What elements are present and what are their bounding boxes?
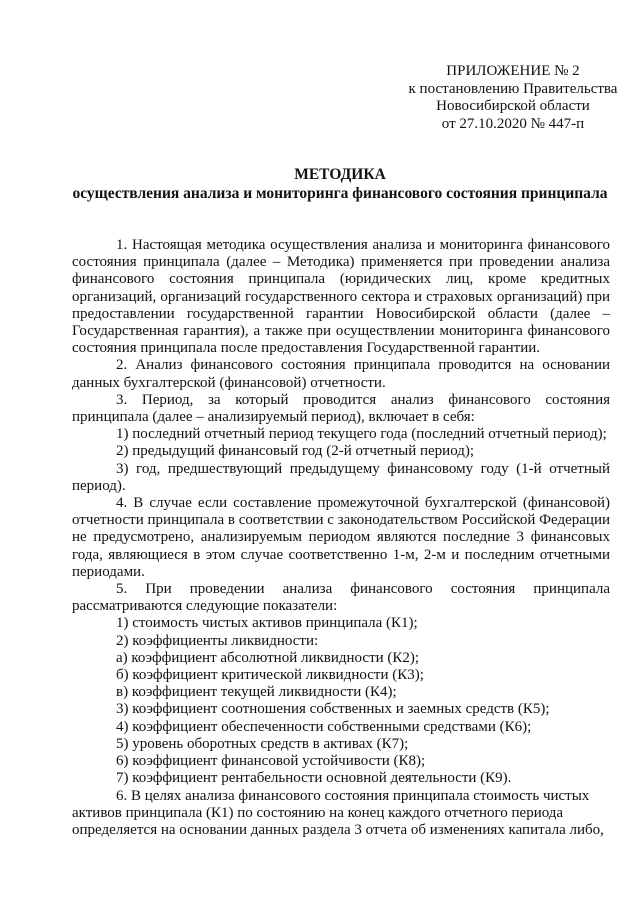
paragraph-4: 4. В случае если составление промежуточной бухгалтерской (финансовой) отчетности принципала в соответствии с законодательством Российской Федерации не предусмотрено, анализируемым периодом являются последние 3 финансовых года, являющиеся в этом случае соответственно 1-м, 2-м и последним отчетными периодами. (72, 495, 610, 580)
title-subtitle: осуществления анализа и мониторинга финансового состояния принципала (72, 184, 608, 202)
document-body (72, 237, 610, 839)
list-item: 7) коэффициент рентабельности основной деятельности (К9). (116, 770, 512, 787)
paragraph-1: 1. Настоящая методика осуществления анализа и мониторинга финансового состояния принципала (далее – Методика) применяется при проведении анализа финансового состояния принципала (юридических лиц, кроме кредитных организаций, организаций государственного сектора и страховых организаций) при предоставлении государственной гарантии Новосибирской области (далее – Государственная гарантия), а также при осуществлении мониторинга финансового состояния принципала после предоставления Государственной гарантии. (72, 237, 610, 357)
list-item: 4) коэффициент обеспеченности собственными средствами (К6); (116, 718, 532, 735)
list-item: 1) последний отчетный период текущего года (последний отчетный период); (116, 426, 607, 443)
list-item: 3) коэффициент соотношения собственных и заемных средств (К5); (116, 701, 550, 718)
list-item: 1) стоимость чистых активов принципала (К1); (116, 615, 418, 632)
appendix-header (398, 63, 628, 133)
paragraph-2: 2. Анализ финансового состояния принципала проводится на основании данных бухгалтерской (финансовой) отчетности. (72, 357, 610, 391)
list-item: 2) коэффициенты ликвидности: (116, 632, 319, 649)
list-item: в) коэффициент текущей ликвидности (К4); (116, 684, 397, 701)
list-item: б) коэффициент критической ликвидности (К3); (116, 667, 424, 684)
appendix-title: ПРИЛОЖЕНИЕ № 2 (446, 63, 580, 79)
paragraph-5: 5. При проведении анализа финансового состояния принципала рассматриваются следующие показатели: (72, 581, 610, 615)
list-item: 6. В целях анализа финансового состояния принципала стоимость чистых активов принципала (К1) по состоянию на конец каждого отчетного периода определяется на основании данных раздела 3 отчета об изменениях капитала либо, (72, 787, 604, 838)
appendix-region: Новосибирской области (436, 98, 590, 114)
document-title (60, 166, 620, 203)
appendix-reference: к постановлению Правительства (408, 80, 618, 97)
paragraph-3: 3. Период, за который проводится анализ финансового состояния принципала (далее – анализируемый период), включает в себя: (72, 391, 610, 426)
list-item: 3) год, предшествующий предыдущему финансовому году (1-й отчетный период). (72, 460, 610, 494)
list-item: 5) уровень оборотных средств в активах (К7); (116, 735, 409, 752)
list-item: а) коэффициент абсолютной ликвидности (К2); (116, 649, 420, 666)
list-item: 2) предыдущий финансовый год (2-й отчетный период); (116, 443, 475, 460)
appendix-date-number: от 27.10.2020 № 447-п (441, 115, 585, 132)
title-main: МЕТОДИКА (294, 166, 386, 183)
list-item: 6) коэффициент финансовой устойчивости (К8); (116, 753, 426, 770)
